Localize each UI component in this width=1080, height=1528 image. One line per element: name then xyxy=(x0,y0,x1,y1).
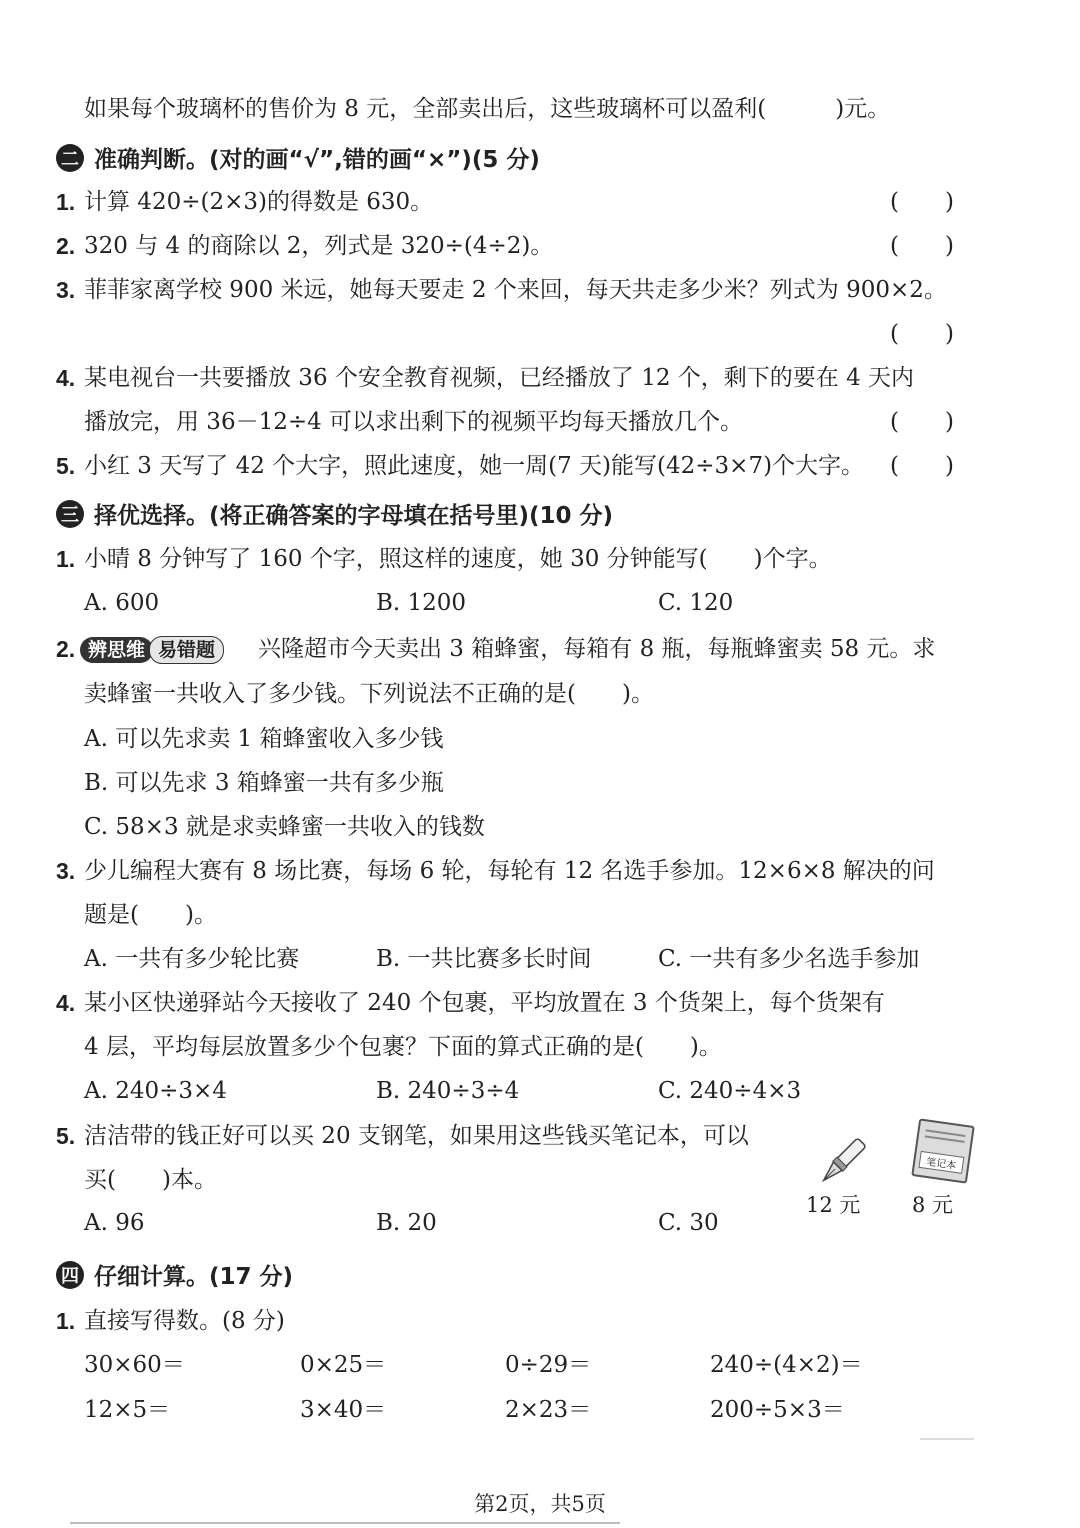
calc-expression[interactable]: 200÷5×3＝ xyxy=(710,1397,845,1423)
question-number: 5. xyxy=(56,453,76,479)
calc-q1: 直接写得数。(8 分) xyxy=(84,1308,285,1334)
option-b[interactable]: B. 可以先求 3 箱蜂蜜一共有多少瓶 xyxy=(84,770,444,796)
divider xyxy=(920,1438,974,1440)
section-4-title: 仔细计算。(17 分) xyxy=(94,1264,294,1290)
option-c[interactable]: C. 一共有多少名选手参加 xyxy=(658,946,920,972)
question-number: 4. xyxy=(56,990,76,1016)
question-number: 3. xyxy=(56,858,76,884)
calc-expression[interactable]: 3×40＝ xyxy=(300,1397,387,1423)
option-a[interactable]: A. 一共有多少轮比赛 xyxy=(84,946,300,972)
calc-expression[interactable]: 0×25＝ xyxy=(300,1352,387,1378)
answer-paren[interactable]: ( ) xyxy=(890,233,954,259)
choice-q3: 少儿编程大赛有 8 场比赛，每场 6 轮，每轮有 12 名选手参加。12×6×8 解决的问 xyxy=(84,858,935,884)
section-2-title: 准确判断。(对的画“√”,错的画“×”)(5 分) xyxy=(94,147,540,173)
question-number: 2. xyxy=(56,233,76,259)
section-3-badge: 三 xyxy=(56,500,84,528)
notebook-price: 8 元 xyxy=(912,1193,954,1217)
bottom-divider xyxy=(70,1522,620,1524)
section-2-badge: 二 xyxy=(56,144,84,172)
option-a[interactable]: A. 96 xyxy=(84,1210,145,1236)
option-a[interactable]: A. 240÷3×4 xyxy=(84,1078,227,1104)
choice-q4-cont: 4 层，平均每层放置多少个包裹？下面的算式正确的是( )。 xyxy=(84,1034,722,1060)
judge-item-4-cont: 播放完，用 36－12÷4 可以求出剩下的视频平均每天播放几个。 xyxy=(84,409,744,435)
question-number: 2. xyxy=(56,636,76,662)
option-c[interactable]: C. 240÷4×3 xyxy=(658,1078,802,1104)
choice-q2-tags xyxy=(80,634,224,664)
option-b[interactable]: B. 240÷3÷4 xyxy=(376,1078,520,1104)
question-number: 1. xyxy=(56,546,76,572)
calc-expression[interactable]: 30×60＝ xyxy=(84,1352,185,1378)
choice-q2-cont: 卖蜂蜜一共收入了多少钱。下列说法不正确的是( )。 xyxy=(84,681,654,707)
choice-q5-cont: 买( )本。 xyxy=(84,1167,217,1193)
section-4-badge: 四 xyxy=(56,1261,84,1289)
page-footer: 第2页，共5页 xyxy=(474,1492,606,1516)
section-3-heading xyxy=(56,497,613,530)
question-number: 1. xyxy=(56,189,76,215)
tag-yi-cuo-ti: 易错题 xyxy=(149,636,224,664)
notebook-icon xyxy=(911,1118,975,1183)
choice-q2: 兴隆超市今天卖出 3 箱蜂蜜，每箱有 8 瓶，每瓶蜂蜜卖 58 元。求 xyxy=(258,636,936,662)
option-b[interactable]: B. 20 xyxy=(376,1210,437,1236)
calc-expression[interactable]: 12×5＝ xyxy=(84,1397,171,1423)
section-2-heading xyxy=(56,141,540,174)
section-4-heading xyxy=(56,1258,293,1291)
judge-item-4: 某电视台一共要播放 36 个安全教育视频，已经播放了 12 个，剩下的要在 4 天内 xyxy=(84,365,915,391)
option-a[interactable]: A. 可以先求卖 1 箱蜂蜜收入多少钱 xyxy=(84,726,444,752)
answer-paren[interactable]: ( ) xyxy=(890,409,954,435)
choice-q4: 某小区快递驿站今天接收了 240 个包裹，平均放置在 3 个货架上，每个货架有 xyxy=(84,990,885,1016)
calc-expression[interactable]: 240÷(4×2)＝ xyxy=(710,1352,863,1378)
option-c[interactable]: C. 58×3 就是求卖蜂蜜一共收入的钱数 xyxy=(84,814,485,840)
choice-q1: 小晴 8 分钟写了 160 个字，照这样的速度，她 30 分钟能写( )个字。 xyxy=(84,546,832,572)
fountain-pen-icon xyxy=(812,1132,872,1192)
question-number: 4. xyxy=(56,365,76,391)
question-number: 5. xyxy=(56,1123,76,1149)
tag-bian-si-wei: 辨思维 xyxy=(80,637,153,663)
question-number: 3. xyxy=(56,277,76,303)
pen-price: 12 元 xyxy=(806,1193,861,1217)
calc-expression[interactable]: 2×23＝ xyxy=(505,1397,592,1423)
judge-item-5: 小红 3 天写了 42 个大字，照此速度，她一周(7 天)能写(42÷3×7)个大字。 xyxy=(84,453,865,479)
intro-line: 如果每个玻璃杯的售价为 8 元，全部卖出后，这些玻璃杯可以盈利( )元。 xyxy=(84,96,891,122)
judge-item-3: 菲菲家离学校 900 米远，她每天要走 2 个来回，每天共走多少米？列式为 900×2。 xyxy=(84,277,947,303)
answer-paren[interactable]: ( ) xyxy=(890,189,954,215)
option-c[interactable]: C. 30 xyxy=(658,1210,719,1236)
judge-item-1: 计算 420÷(2×3)的得数是 630。 xyxy=(84,189,434,215)
judge-item-2: 320 与 4 的商除以 2，列式是 320÷(4÷2)。 xyxy=(84,233,554,259)
notebook-label: 笔记本 xyxy=(918,1151,964,1174)
section-3-title: 择优选择。(将正确答案的字母填在括号里)(10 分) xyxy=(94,503,614,529)
answer-paren[interactable]: ( ) xyxy=(890,321,954,347)
option-b[interactable]: B. 1200 xyxy=(376,590,467,616)
answer-paren[interactable]: ( ) xyxy=(890,453,954,479)
option-a[interactable]: A. 600 xyxy=(84,590,160,616)
option-c[interactable]: C. 120 xyxy=(658,590,734,616)
calc-expression[interactable]: 0÷29＝ xyxy=(505,1352,592,1378)
choice-q3-cont: 题是( )。 xyxy=(84,902,217,928)
question-number: 1. xyxy=(56,1308,76,1334)
option-b[interactable]: B. 一共比赛多长时间 xyxy=(376,946,592,972)
choice-q5: 洁洁带的钱正好可以买 20 支钢笔，如果用这些钱买笔记本，可以 xyxy=(84,1123,749,1149)
